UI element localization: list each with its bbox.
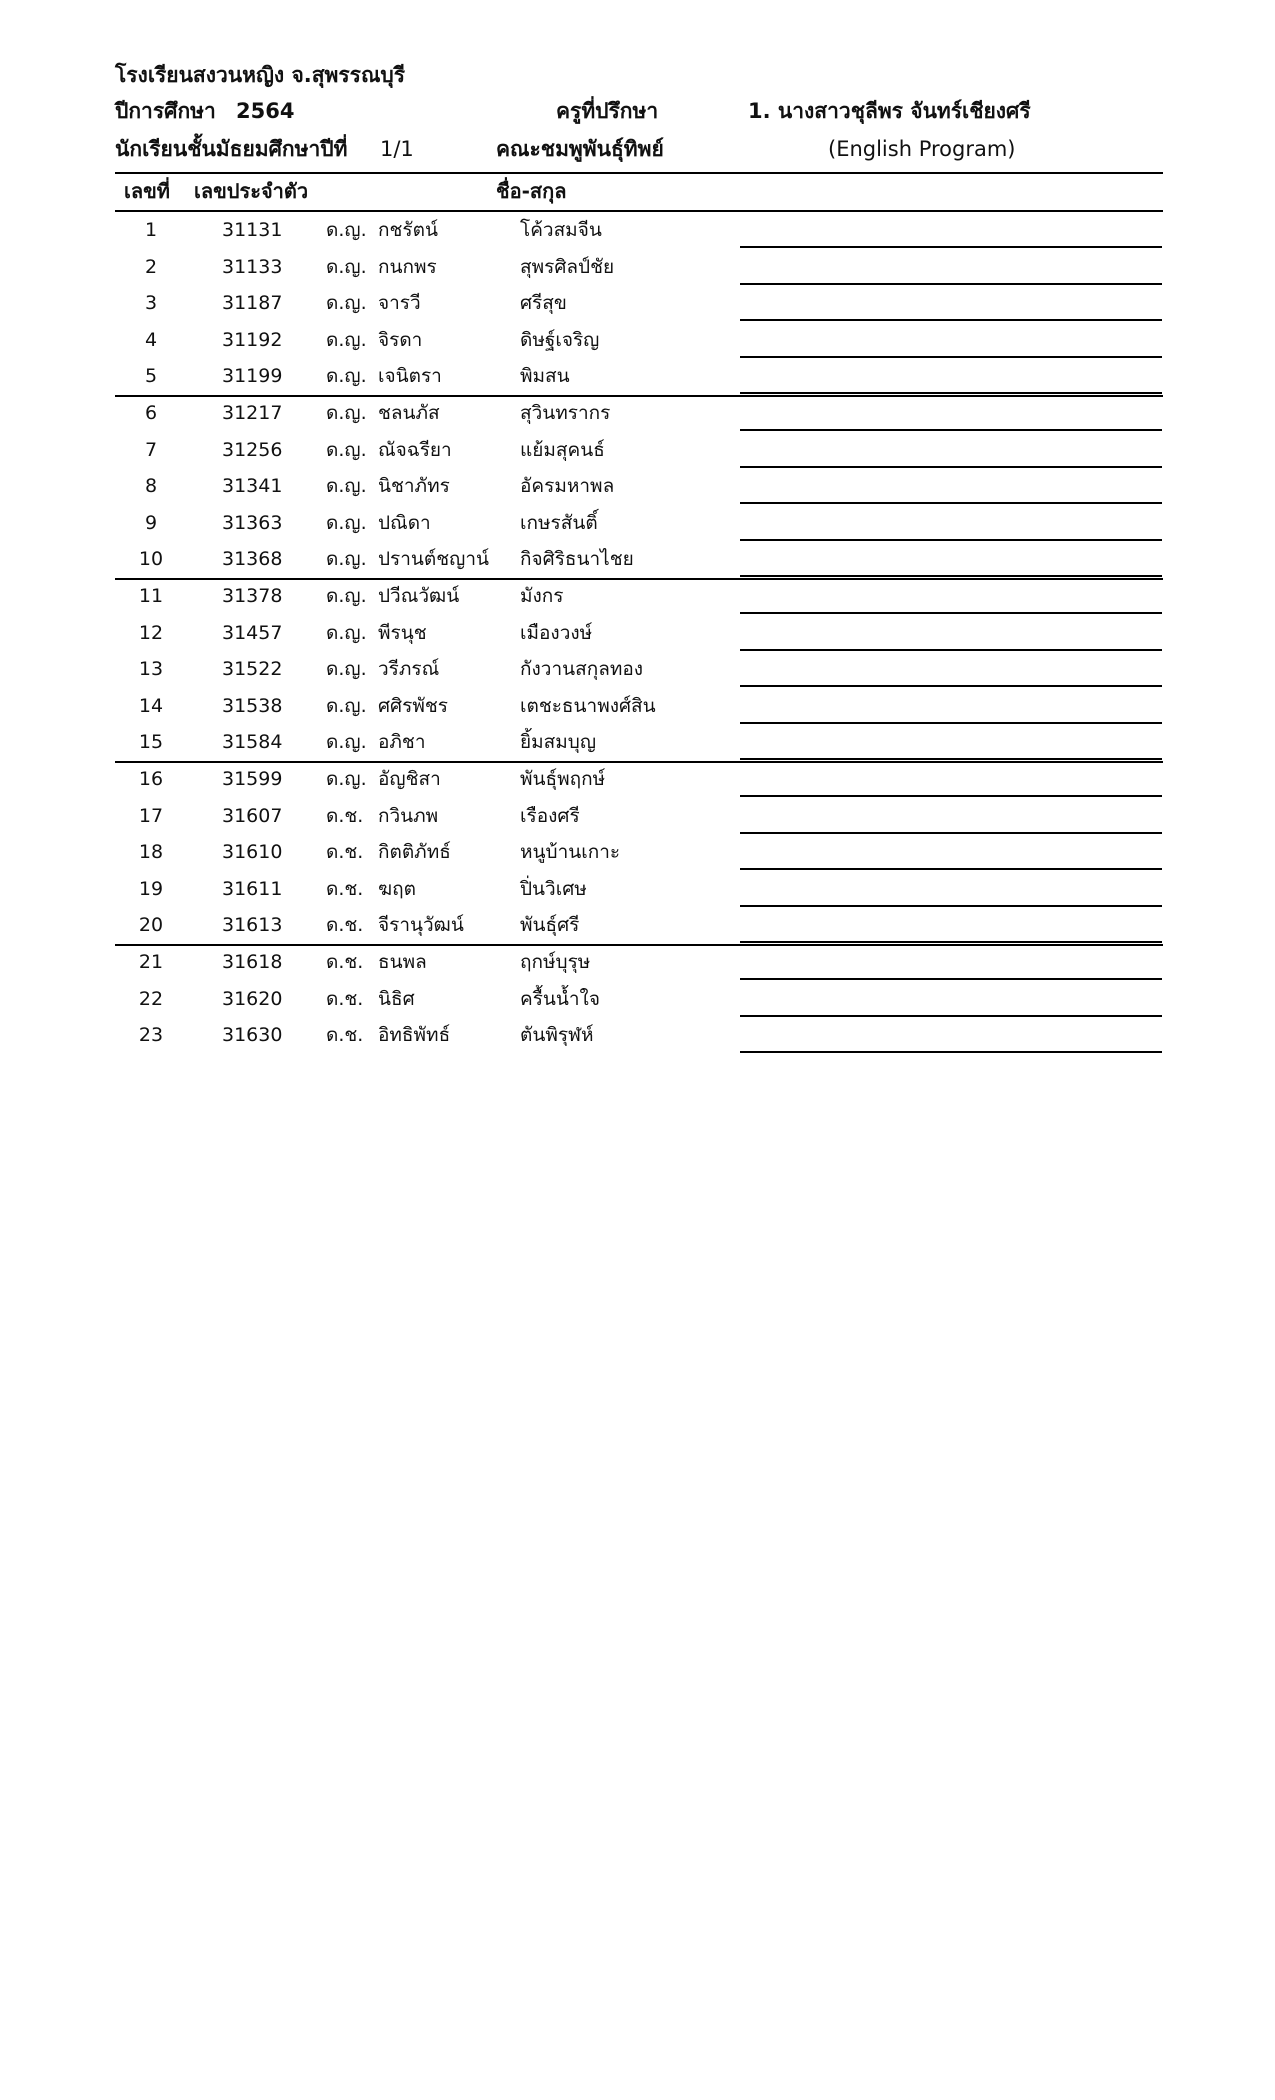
student-title: ด.ญ. [326,255,367,278]
student-first-name: จิรดา [378,328,423,351]
student-id: 31133 [222,255,283,278]
table-row [0,212,1275,248]
student-last-name: สุพรศิลป์ชัย [520,255,615,278]
table-row [0,249,1275,285]
student-id: 31341 [222,475,283,498]
student-id: 31522 [222,658,283,681]
student-first-name: พีรนุช [378,621,427,644]
student-title: ด.ช. [326,804,364,827]
student-last-name: ศรีสุข [520,292,567,315]
group-divider [115,395,1163,397]
student-number: 1 [144,219,158,241]
student-number: 21 [138,951,164,973]
academic-year: 2564 [236,99,295,123]
student-last-name: กิจศิริธนาไชย [520,548,634,571]
student-first-name: เจนิตรา [378,365,442,388]
student-title: ด.ช. [326,914,364,937]
student-id: 31538 [222,694,283,717]
student-last-name: ปิ่นวิเศษ [520,877,587,900]
group-divider [115,944,1163,946]
table-row [0,798,1275,834]
group-divider [115,761,1163,763]
student-number: 3 [144,292,158,315]
student-id: 31217 [222,402,283,424]
student-id: 31618 [222,951,283,973]
student-first-name: ปณิดา [378,511,431,534]
student-id: 31611 [222,877,283,900]
student-title: ด.ช. [326,951,364,973]
student-first-name: กชรัตน์ [378,219,438,241]
student-first-name: ปวีณวัฒน์ [378,585,460,607]
student-id: 31368 [222,548,283,571]
table-row [0,907,1275,943]
student-number: 23 [138,1024,164,1047]
table-row [0,432,1275,468]
student-first-name: วรีภรณ์ [378,658,440,681]
student-title: ด.ญ. [326,292,367,315]
student-number: 6 [144,402,158,424]
student-first-name: อิทธิพัทธ์ [378,1024,451,1047]
table-row [0,944,1275,980]
student-number: 17 [138,804,164,827]
student-last-name: อัครมหาพล [520,475,615,498]
student-title: ด.ญ. [326,585,367,607]
student-last-name: พิมสน [520,365,570,388]
student-number: 22 [138,987,164,1010]
student-last-name: ตันพิรุฬห์ [520,1024,594,1047]
student-first-name: ณัจฉรียา [378,438,452,461]
table-row [0,468,1275,504]
student-id: 31457 [222,621,283,644]
student-first-name: ปรานต์ชญาน์ [378,548,490,571]
student-id: 31599 [222,768,283,790]
student-first-name: กิตติภัทธ์ [378,841,451,864]
student-first-name: จารวี [378,292,421,315]
student-title: ด.ญ. [326,219,367,241]
table-row [0,651,1275,687]
student-number: 8 [144,475,158,498]
student-title: ด.ญ. [326,402,367,424]
student-number: 4 [144,328,158,351]
student-number: 5 [144,365,158,388]
student-id: 31610 [222,841,283,864]
student-first-name: ศศิรพัชร [378,694,448,717]
student-id: 31256 [222,438,283,461]
student-number: 2 [144,255,158,278]
student-last-name: เตชะธนาพงศ์สิน [520,694,656,717]
student-number: 15 [138,731,164,754]
student-title: ด.ญ. [326,731,367,754]
student-number: 16 [138,768,164,790]
student-first-name: ธนพล [378,951,427,973]
student-title: ด.ญ. [326,658,367,681]
student-first-name: จีรานุวัฒน์ [378,914,464,937]
student-first-name: อัญชิสา [378,768,441,790]
table-row [0,981,1275,1017]
student-last-name: กังวานสกุลทอง [520,658,644,681]
student-first-name: นิธิศ [378,987,415,1010]
student-first-name: ฆฤต [378,877,416,900]
student-id: 31131 [222,219,283,241]
student-last-name: เรืองศรี [520,804,580,827]
student-number: 10 [138,548,164,571]
student-number: 11 [138,585,164,607]
table-row [0,871,1275,907]
table-row [0,761,1275,797]
student-title: ด.ช. [326,1024,364,1047]
student-number: 18 [138,841,164,864]
table-row [0,1017,1275,1053]
table-row [0,688,1275,724]
advisor-label: ครูที่ปรึกษา [556,99,659,123]
class-name: 1/1 [380,137,414,161]
table-row [0,358,1275,394]
class-label: นักเรียนชั้นมัธยมศึกษาปีที่ [115,137,348,161]
student-first-name: นิชาภัทร [378,475,450,498]
student-first-name: กวินภพ [378,804,439,827]
student-last-name: สุวินทรากร [520,402,611,424]
student-id: 31192 [222,328,283,351]
student-first-name: อภิชา [378,731,426,754]
student-number: 12 [138,621,164,644]
student-id: 31620 [222,987,283,1010]
group-divider [115,578,1163,580]
table-row [0,724,1275,760]
student-title: ด.ช. [326,841,364,864]
student-number: 14 [138,694,164,717]
student-last-name: หนูบ้านเกาะ [520,841,621,864]
student-last-name: มังกร [520,585,564,607]
student-id: 31187 [222,292,283,315]
table-row [0,285,1275,321]
student-last-name: เมืองวงษ์ [520,621,593,644]
student-first-name: ชลนภัส [378,402,440,424]
student-last-name: พันธุ์พฤกษ์ [520,768,606,790]
student-last-name: แย้มสุคนธ์ [520,438,605,461]
student-number: 19 [138,877,164,900]
student-id: 31584 [222,731,283,754]
student-number: 20 [138,914,164,937]
program-name: (English Program) [828,137,1016,161]
table-row [0,505,1275,541]
student-id: 31378 [222,585,283,607]
student-last-name: ครื้นน้ำใจ [520,987,600,1010]
column-header-no: เลขที่ [124,179,170,203]
student-title: ด.ญ. [326,365,367,388]
student-id: 31607 [222,804,283,827]
student-last-name: ดิษฐ์เจริญ [520,328,600,351]
student-number: 13 [138,658,164,681]
table-row [0,578,1275,614]
student-title: ด.ญ. [326,768,367,790]
table-row [0,395,1275,431]
academic-year-label: ปีการศึกษา [115,99,216,123]
signature-line [740,1051,1162,1053]
advisor-name: 1. นางสาวชุลีพร จันทร์เชียงศรี [748,99,1031,123]
student-title: ด.ญ. [326,548,367,571]
student-number: 7 [144,438,158,461]
student-title: ด.ญ. [326,511,367,534]
column-header-id: เลขประจำตัว [194,179,309,203]
student-first-name: กนกพร [378,255,437,278]
student-id: 31630 [222,1024,283,1047]
school-name: โรงเรียนสงวนหญิง จ.สุพรรณบุรี [115,63,406,87]
table-row [0,615,1275,651]
student-id: 31363 [222,511,283,534]
student-last-name: โค้วสมจีน [520,219,602,241]
student-title: ด.ญ. [326,621,367,644]
student-title: ด.ญ. [326,475,367,498]
student-id: 31613 [222,914,283,937]
program-group: คณะชมพูพันธุ์ทิพย์ [496,137,664,161]
table-row [0,834,1275,870]
student-title: ด.ญ. [326,328,367,351]
student-title: ด.ช. [326,987,364,1010]
student-last-name: พันธุ์ศรี [520,914,580,937]
student-title: ด.ญ. [326,694,367,717]
table-row [0,541,1275,577]
student-last-name: ฤกษ์บุรุษ [520,951,591,973]
student-number: 9 [144,511,158,534]
student-last-name: เกษรสันติ์ [520,511,598,534]
student-title: ด.ญ. [326,438,367,461]
table-row [0,322,1275,358]
student-title: ด.ช. [326,877,364,900]
column-header-name: ชื่อ-สกุล [496,179,567,203]
student-id: 31199 [222,365,283,388]
student-last-name: ยิ้มสมบุญ [520,731,597,754]
